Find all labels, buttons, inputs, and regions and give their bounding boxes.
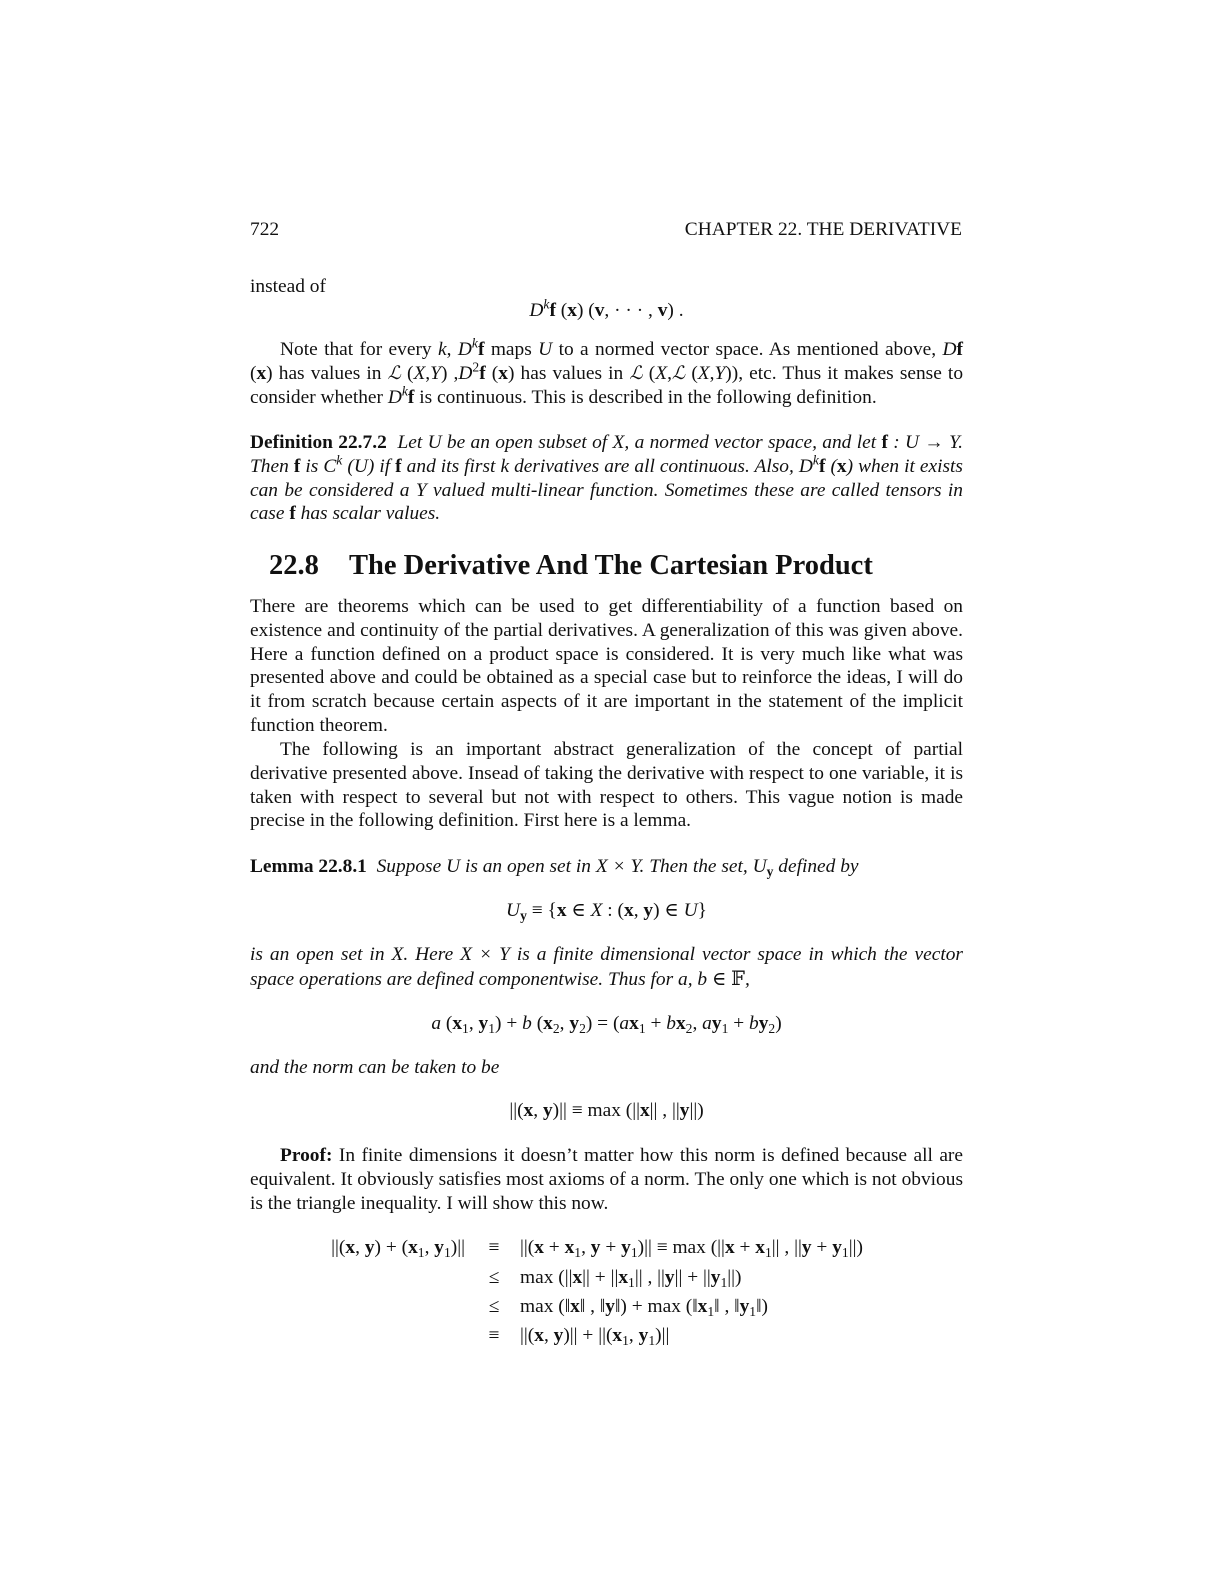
equation-norm: ||(x, y)|| ≡ max (||x|| , ||y||) (509, 1100, 704, 1121)
section-number: 22.8 (269, 550, 319, 581)
eq-line-lhs: ||(x, $y) + (x_1$, $y_1)||$ (331, 1237, 465, 1261)
document-page: 722 CHAPTER 22. THE DERIVATIVE instead of $D^kf$ (x) (v, · · · , v) . Note that for every k, $D^kf$ maps U to a normed vector space. As mentioned above, Df (x) has values in ℒ (X,Y) $,D^2f$ (x) has values in ℒ (X,ℒ (X,Y)), etc. Thus it makes sense to consider whether $D^kf$ is continuous. This is described in the following definition. Definition 22.7.2 Let U be an open subset of X, a normed vector space, and let f : U → Y. Then f is $C^k$ (U) if f and its first k derivatives are all continuous. Also, $D^kf$ (x) when it exists can be considered a Y valued multi-linear function. Sometimes these are called tensors in case f has scalar values. 22.8 The Derivative And The Cartesian Product There are theorems which can be used to get differentiability of a function based on existence and continuity of the partial derivatives. A generalization of this was given above. Here a function defined on a product space is considered. It is very much like what was presented above and could be obtained as a special case but to reinforce the ideas, I will do it from scratch because certain aspects of it are important in the statement of the implicit function theorem. The following is an important abstract generalization of the concept of partial derivative presented above. Insead of taking the derivative with respect to one variable, it is taken with respect to several but not with respect to others. This vague notion is made precise in the following definition. First here is a lemma. Lemma 22.8.1 Suppose U is an open set in X × Y. Then the set, $U_y$ defined by $U_y \equiv \{x$ ∈ X : (x, y) ∈ U} is an open set in X. Here X × Y is a finite dimensional vector space in which the vector space operations are defined componentwise. Thus for a, b ∈ 𝔽, a ($x_1$, $y_1) + b$ ($x_2$, $y_2) = (ax_1 + bx_2$, $ay_1 + by_2$) and the norm can be taken to be ||(x, y)|| ≡ max (||x|| , ||y||) Proof: In finite dimensions it doesn’t matter how this norm is defined because all are equivalent. It obviously satisfies most axioms of a norm. The only one which is not obvious is the triangle inequality. I will show this now. ||(x, $y) + (x_1$, $y_1)||$ ≡ $||(x + x_1$, $y + y_1)|| \equiv \max (||x + x_1||$ , $||y + y_1||$) ≤ $\max (||x|| + ||x_1||$ , $||y|| + ||y_1||$) ≤ max (‖x‖ , ‖y‖) + $\max (‖x_1‖$ , $‖y_1‖$) ≡ ||(x, $y)|| + ||(x_1$, $y_1)||$ (250, 219, 964, 1349)
paragraph-theorems: There are theorems which can be used to get differentiability of a function based on existence and continuity of the partial derivatives. A generalization of this was given above. Here a function defined on a product space is considered. It is very much like what was presented above and could be obtained as a special case but to reinforce the ideas, I will do it from scratch because certain aspects of it are important in the statement of the implicit function theorem. (250, 596, 963, 736)
page-number: 722 (250, 219, 280, 240)
eq-line-4: ||(x, $y)|| + ||(x_1$, $y_1)||$ (520, 1325, 670, 1349)
eq-line-3: max (‖x‖ , ‖y‖) + $\max (‖x_1‖$ , $‖y_1‖$) (520, 1296, 768, 1320)
paragraph-generalization: The following is an important abstract generalization of the concept of partial derivative presented above. Insead of taking the derivative with respect to one variable, it is taken with respect to several but not with respect to others. This vague notion is made precise in the following definition. First here is a lemma. (250, 739, 963, 832)
lemma-continued: is an open set in X. Here X × Y is a finite dimensional vector space in which the vector space operations are defined componentwise. Thus for a, b ∈ 𝔽, (250, 944, 963, 990)
lemma-label: Lemma 22.8.1 (250, 856, 367, 877)
proof-label: Proof: (280, 1145, 333, 1166)
equation-uy: $U_y \equiv \{x$ ∈ X : (x, y) ∈ U} (506, 900, 707, 924)
lemma-22-8-1: Lemma 22.8.1 Suppose U is an open set in X × Y. Then the set, $U_y$ defined by (250, 856, 859, 880)
eq-line-2: $\max (||x|| + ||x_1||$ , $||y|| + ||y_1||$) (520, 1267, 742, 1291)
section-title: The Derivative And The Cartesian Product (349, 550, 873, 581)
equation-dk-f: $D^kf$ (x) (v, · · · , v) . (529, 296, 684, 321)
text-instead-of: instead of (250, 276, 326, 297)
definition-22-7-2: Definition 22.7.2 Let U be an open subset of X, a normed vector space, and let f : U → Y. Then f is $C^k$ (U) if f and its first k derivatives are all continuous. Also, $D^kf$ (x) when it exists can be considered a Y valued multi-linear function. Sometimes these are called tensors in case f has scalar values. (250, 432, 964, 525)
eq-line-1: $||(x + x_1$, $y + y_1)|| \equiv \max (||x + x_1||$ , $||y + y_1||$) (520, 1237, 863, 1261)
proof: Proof: In finite dimensions it doesn’t matter how this norm is defined because all are equivalent. It obviously satisfies most axioms of a norm. The only one which is not obvious is the triangle inequality. I will show this now. (250, 1145, 963, 1214)
text-norm: and the norm can be taken to be (250, 1057, 500, 1078)
equation-linear-combination: a ($x_1$, $y_1) + b$ ($x_2$, $y_2) = (ax_1 + bx_2$, $ay_1 + by_2$) (431, 1013, 782, 1037)
running-header: CHAPTER 22. THE DERIVATIVE (684, 219, 962, 240)
paragraph-note: Note that for every k, $D^kf$ maps U to a normed vector space. As mentioned above, Df (x) has values in ℒ (X,Y) $,D^2f$ (x) has values in ℒ (X,ℒ (X,Y)), etc. Thus it makes sense to consider whether $D^kf$ is continuous. This is described in the following definition. (250, 335, 964, 408)
definition-label: Definition 22.7.2 (250, 432, 387, 453)
